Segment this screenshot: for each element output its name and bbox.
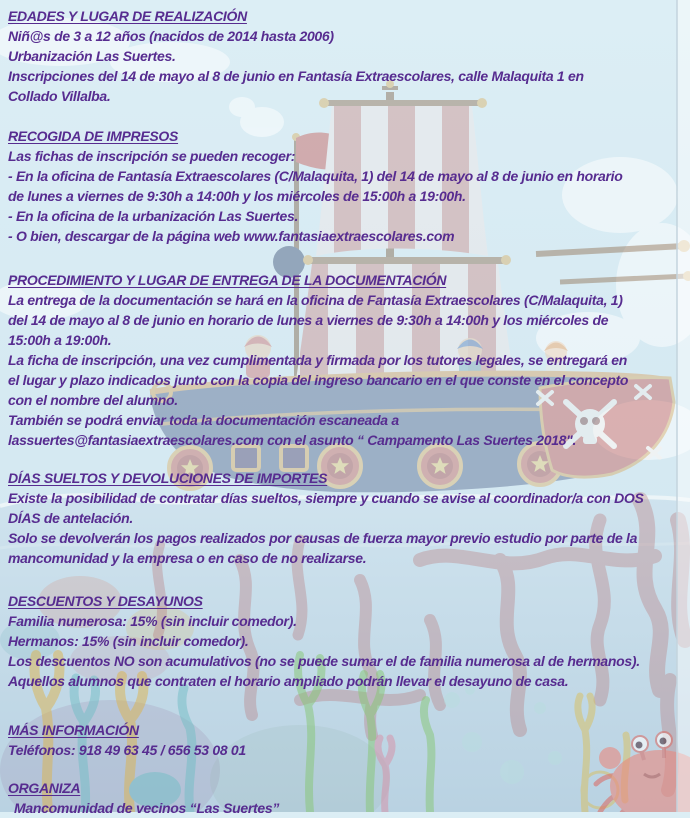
text-line: La entrega de la documentación se hará en la oficina de Fantasía Extraescolares (C/Malaquita, 1) bbox=[8, 292, 623, 308]
section-heading: MÁS INFORMACIÓN bbox=[8, 722, 139, 738]
text-line: el lugar y plazo indicados junto con la copia del ingreso bancario en el que conste en el concepto bbox=[8, 372, 629, 388]
text-line: Existe la posibilidad de contratar días sueltos, siempre y cuando se avise al coordinador/a con DOS bbox=[8, 490, 644, 506]
text-line: Inscripciones del 14 de mayo al 8 de junio en Fantasía Extraescolares, calle Malaquita 1 en bbox=[8, 68, 584, 84]
text-line: DÍAS de antelación. bbox=[8, 510, 133, 526]
text-line: lassuertes@fantasiaextraescolares.com con el asunto “ Campamento Las Suertes 2018". bbox=[8, 432, 577, 448]
text-line: 15:00h a 19:00h. bbox=[8, 332, 112, 348]
section-heading: RECOGIDA DE IMPRESOS bbox=[8, 128, 179, 144]
text-line: La ficha de inscripción, una vez cumplimentada y firmada por los tutores legales, se entregará en bbox=[8, 352, 627, 368]
section-heading: EDADES Y LUGAR DE REALIZACIÓN bbox=[8, 8, 247, 24]
phone-numbers: Teléfonos: 918 49 63 45 / 656 53 08 01 bbox=[8, 742, 246, 758]
text-line: - O bien, descargar de la página web www.fantasiaextraescolares.com bbox=[8, 228, 455, 244]
text-line: También se podrá enviar toda la documentación escaneada a bbox=[8, 412, 399, 428]
text-line: Familia numerosa: 15% (sin incluir comedor). bbox=[8, 613, 297, 629]
text-line: Hermanos: 15% (sin incluir comedor). bbox=[8, 633, 249, 649]
section-descuentos bbox=[8, 591, 682, 691]
section-edades bbox=[8, 6, 682, 106]
text-line: Collado Villalba. bbox=[8, 88, 111, 104]
text-line: del 14 de mayo al 8 de junio en horario de lunes a viernes de 9:30h a 14:00h y los miércoles de bbox=[8, 312, 609, 328]
text-line: de lunes a viernes de 9:30h a 14:00h y los miércoles de 15:00h a 19:00h. bbox=[8, 188, 466, 204]
section-mas-informacion bbox=[8, 720, 682, 760]
section-organiza bbox=[8, 778, 682, 818]
section-procedimiento bbox=[8, 270, 682, 450]
section-heading: DESCUENTOS Y DESAYUNOS bbox=[8, 593, 203, 609]
section-recogida bbox=[8, 126, 682, 246]
text-line: Los descuentos NO son acumulativos (no se puede sumar el de familia numerosa al de hermanos). bbox=[8, 653, 640, 669]
section-heading: ORGANIZA bbox=[8, 780, 81, 796]
text-line: Las fichas de inscripción se pueden recoger: bbox=[8, 148, 296, 164]
text-line: Solo se devolverán los pagos realizados por causas de fuerza mayor previo estudio por parte de la bbox=[8, 530, 638, 546]
text-line: mancomunidad y la empresa o en caso de no realizarse. bbox=[8, 550, 367, 566]
text-line: con el nombre del alumno. bbox=[8, 392, 178, 408]
section-heading: PROCEDIMIENTO Y LUGAR DE ENTREGA DE LA DOCUMENTACIÓN bbox=[8, 272, 447, 288]
section-dias-sueltos bbox=[8, 468, 682, 568]
text-line: Niñ@s de 3 a 12 años (nacidos de 2014 hasta 2006) bbox=[8, 28, 334, 44]
organizer-name: Mancomunidad de vecinos “Las Suertes” bbox=[14, 800, 280, 816]
text-line: Urbanización Las Suertes. bbox=[8, 48, 176, 64]
text-line: Aquellos alumnos que contraten el horario ampliado podrán llevar el desayuno de casa. bbox=[8, 673, 569, 689]
section-heading: DÍAS SUELTOS Y DEVOLUCIONES DE IMPORTES bbox=[8, 470, 328, 486]
text-line: - En la oficina de la urbanización Las Suertes. bbox=[8, 208, 299, 224]
text-line: - En la oficina de Fantasía Extraescolares (C/Malaquita, 1) del 14 de mayo al 8 de junio en horario bbox=[8, 168, 623, 184]
